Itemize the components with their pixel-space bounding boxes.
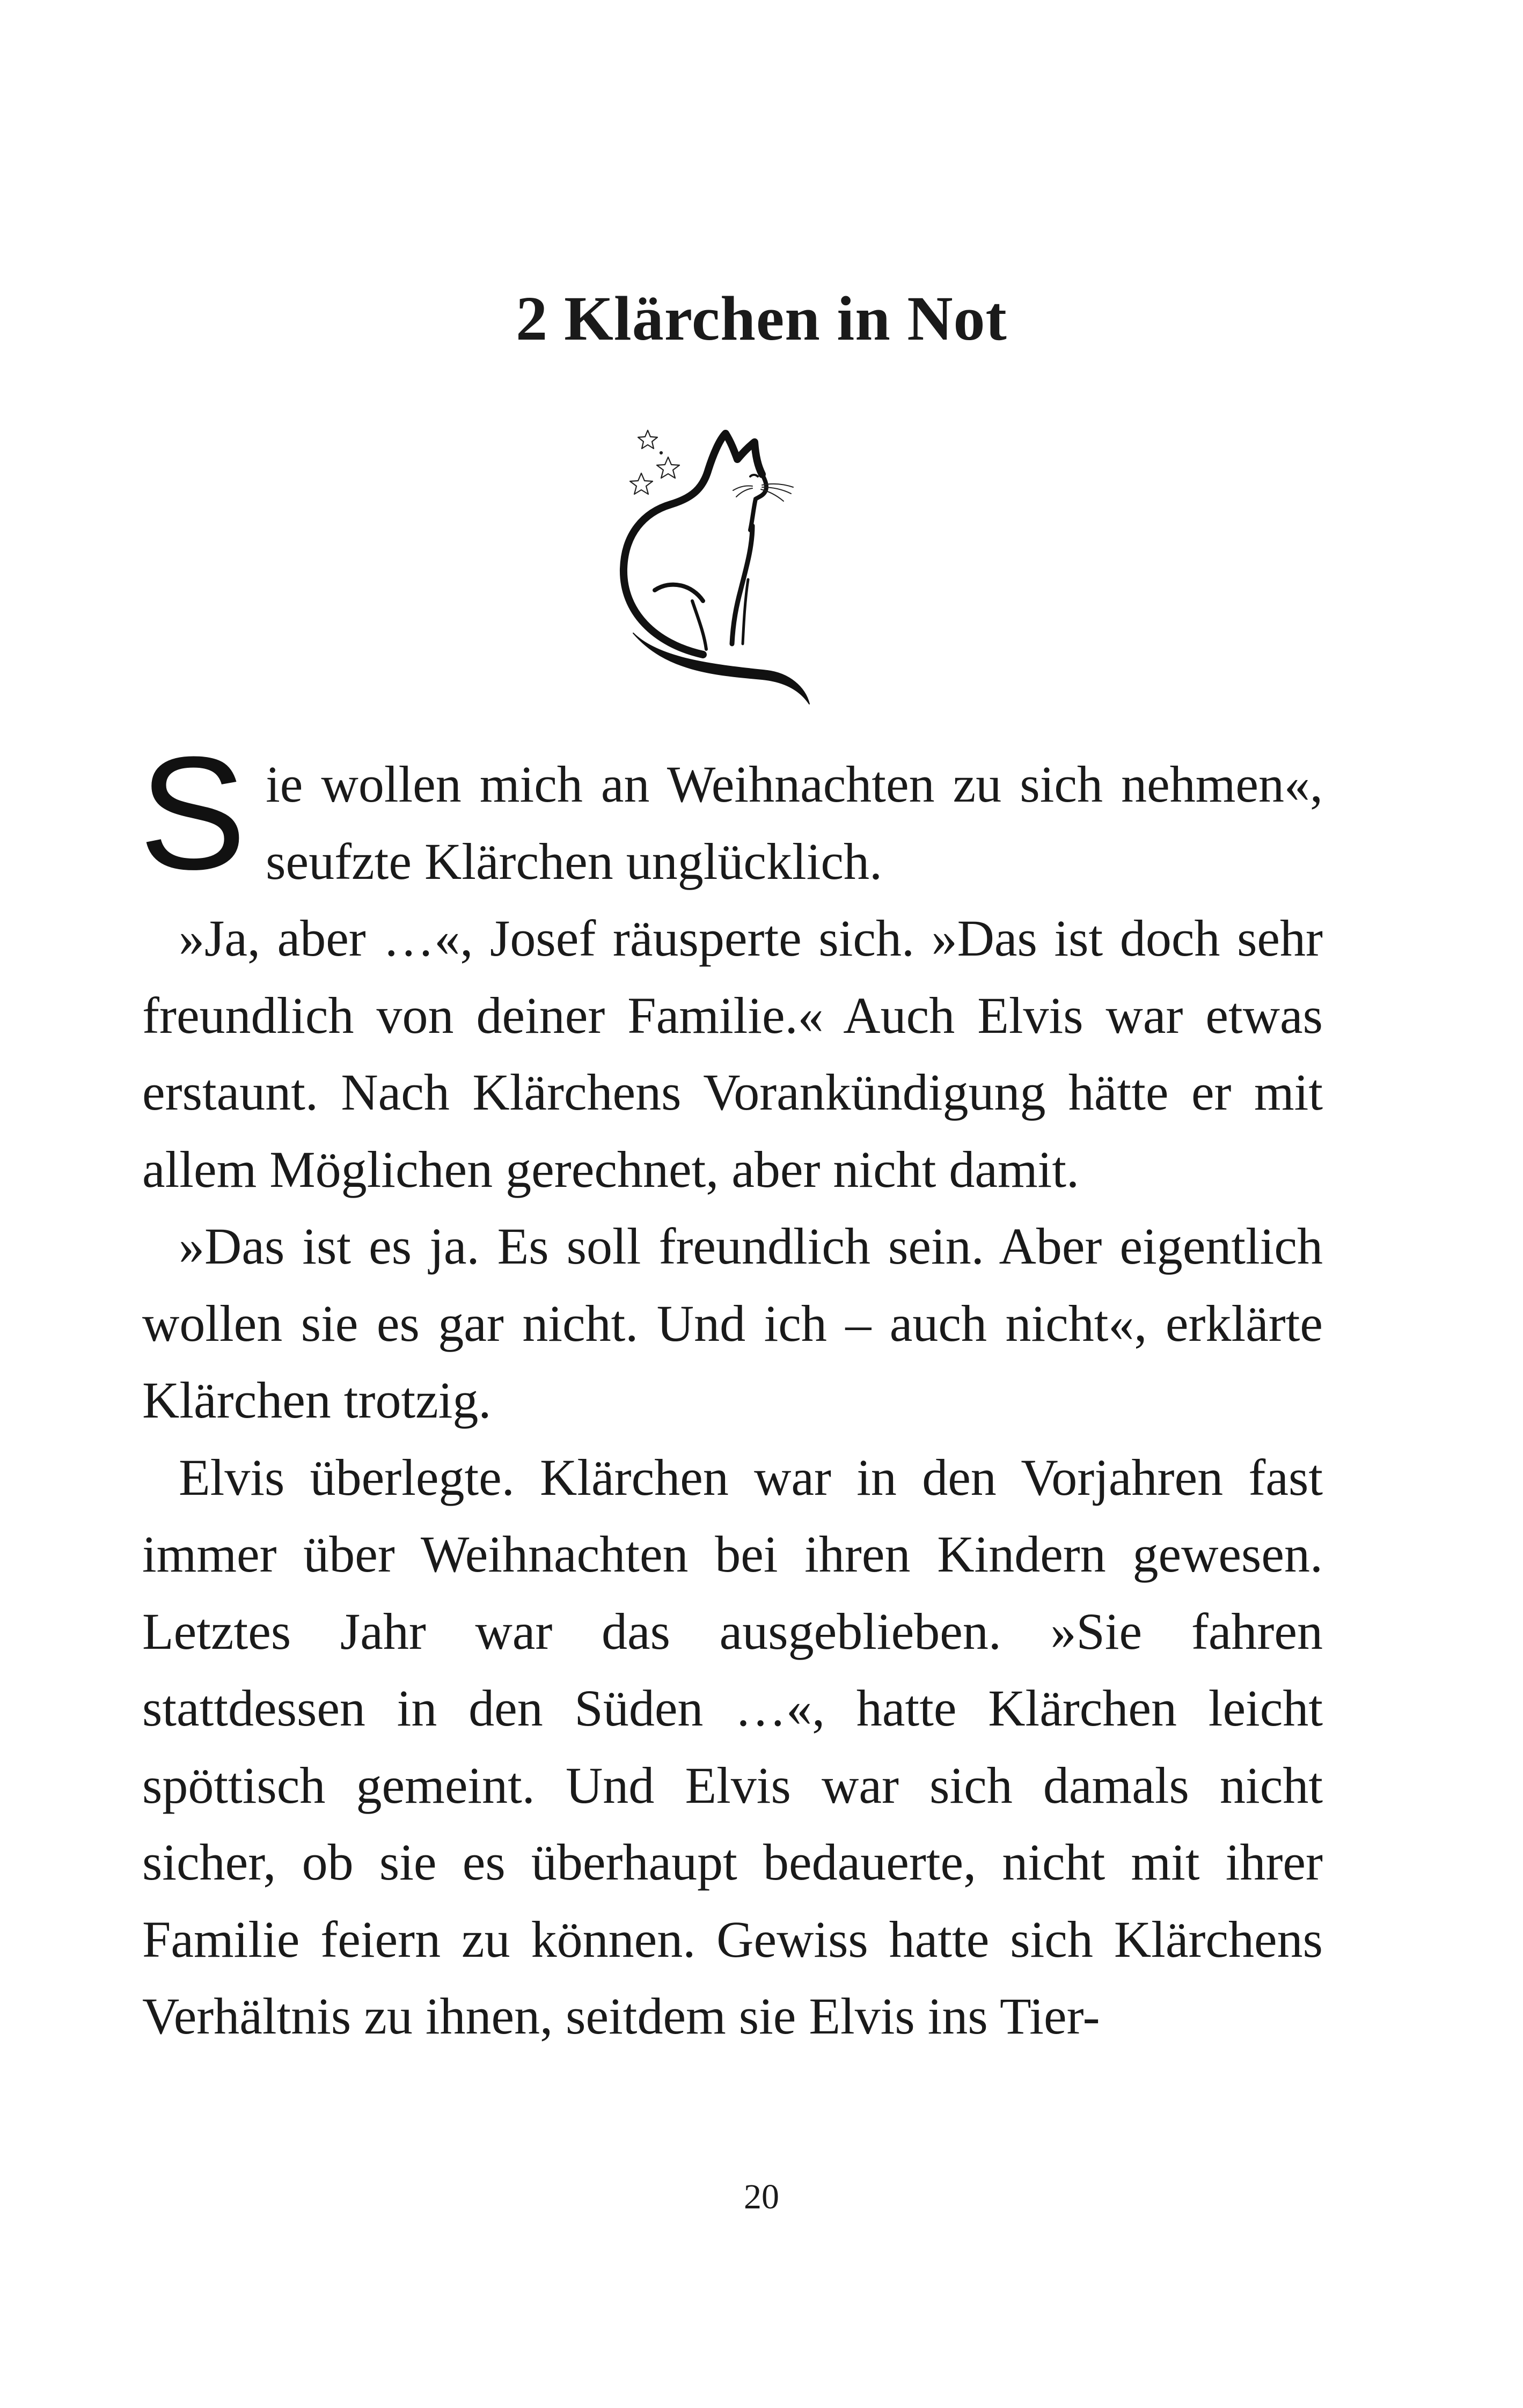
chapter-title: Klärchen in Not: [564, 283, 1007, 354]
paragraph: »Ja, aber …«, Josef räusperte sich. »Das ist doch sehr freundlich von deiner Familie.« Auch Elvis war etwas erstaunt. Nach Klärchens Vorankündigung hätte er mit allem Möglichen gerechnet, aber nicht damit.: [142, 909, 1323, 1198]
paragraph: [139, 723, 1323, 903]
star-icon: [630, 473, 653, 494]
chapter-number: 2: [516, 283, 548, 354]
star-icon: [638, 430, 657, 449]
page-number: 20: [744, 2177, 779, 2216]
cat-with-stars-icon: [612, 419, 848, 719]
paragraph: »Das ist es ja. Es soll freundlich sein. Aber eigentlich wollen sie es gar nicht. Und ich – auch nicht«, erklärte Klärchen trotzig.: [142, 1217, 1323, 1429]
star-icon: [657, 457, 679, 478]
paragraph-text: ie wollen mich an Weihnachten zu sich nehmen«, seufzte Klärchen unglücklich.: [266, 755, 1323, 890]
body-text: [139, 723, 1323, 2055]
drop-cap: S: [139, 723, 247, 903]
chapter-heading: [0, 278, 1523, 359]
paragraph: Elvis überlegte. Klärchen war in den Vorjahren fast immer über Weihnachten bei ihren Kindern gewesen. Letztes Jahr war das ausgeblieben. »Sie fahren stattdessen in den Süden …«, hatte Klärchen leicht spöttisch gemeint. Und Elvis war sich damals nicht sicher, ob sie es überhaupt bedauerte, nicht mit ihrer Familie feiern zu können. Gewiss hatte sich Klärchens Verhältnis zu ihnen, seitdem sie Elvis ins Tier-: [142, 1448, 1323, 2045]
